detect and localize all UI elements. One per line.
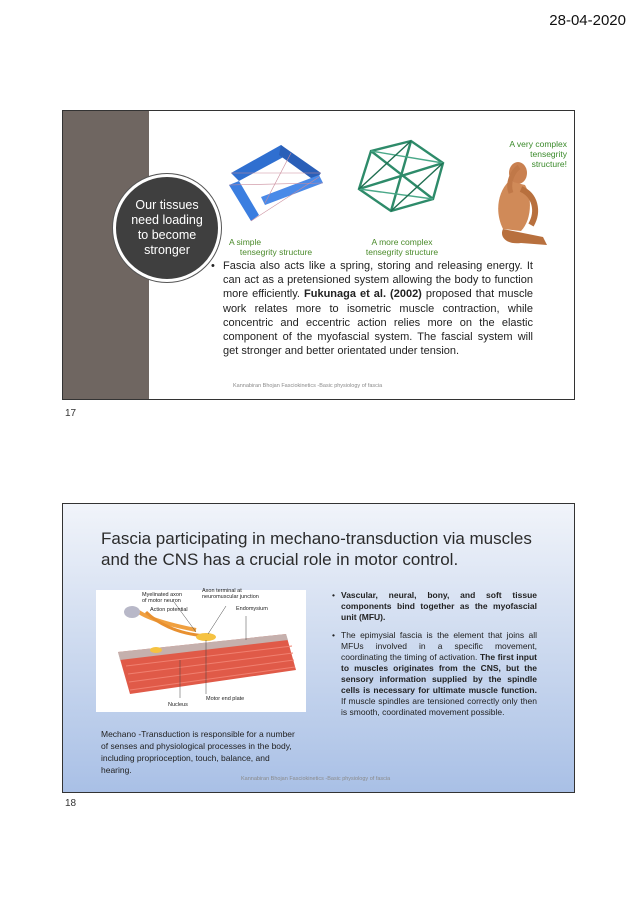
slide-footer: Kannabiran Bhojan Fasciokinetics -Basic physiology of fascia <box>241 776 391 782</box>
callout-line: Our tissues <box>135 198 199 212</box>
mechano-transduction-text: Mechano -Transduction is responsible for a number of senses and physiological processes in the body, including proprioception, touch, balance, and hearing. <box>101 729 295 775</box>
complex-tensegrity-image <box>359 141 443 211</box>
label-axon-terminal: Axon terminal at <box>202 588 242 594</box>
caption-very-line: tensegrity <box>530 149 567 159</box>
caption-simple-line: A simple <box>229 237 262 247</box>
slide-footer: Kannabiran Bhojan Fasciokinetics -Basic physiology of fascia <box>233 383 383 389</box>
callout-line: need loading <box>131 213 203 227</box>
slide-title: Fascia participating in mechano-transduction via muscles and the CNS has a crucial role in motor control. <box>101 529 532 569</box>
tensegrity-figures <box>221 133 567 257</box>
page-number: 17 <box>65 408 77 419</box>
bullet-item: • The epimysial fascia is the element that joins all MFUs involved in a specific movement, coordinating the timing of activation. The first input to muscles originates from the CNS, but the sensory information supplied by the spindle cells is necessary for ultimate muscle function. If muscle spindles are tensioned correctly only then is smooth, coordinated movement possible. <box>332 630 537 717</box>
callout-line: stronger <box>144 243 190 257</box>
neuromuscular-junction-illustration <box>96 590 306 712</box>
label-myelinated-axon: of motor neuron <box>142 598 181 604</box>
label-myelinated-axon: Myelinated axon <box>142 592 183 598</box>
bullet-list <box>332 590 537 725</box>
caption-simple-line: tensegrity structure <box>239 247 313 257</box>
label-motor-end-plate: Motor end plate <box>206 696 245 702</box>
caption-more-line: tensegrity structure <box>365 247 439 257</box>
slide-17 <box>62 110 575 400</box>
page-number: 18 <box>65 798 77 809</box>
simple-tensegrity-image <box>229 145 323 221</box>
human-figure-image <box>498 162 547 245</box>
muscle-diagram <box>96 590 306 712</box>
caption-very-line: structure! <box>531 159 567 169</box>
callout-line: to become <box>137 228 197 242</box>
slide-18 <box>62 503 575 793</box>
label-nucleus: Nucleus <box>168 702 188 708</box>
citation: Fukunaga et al. (2002) <box>304 288 422 301</box>
fascia-spring-bullet: • Fascia also acts like a spring, storing and releasing energy. It can act as a pretensioned system allowing the body to function more efficiently. Fukunaga et al. (2002) proposed that muscle work relates more to isometric muscle contraction, while concentric and eccentric action relies more on the elastic component of the myofascial system. The fascial system will get stronger and better orientated under tension. <box>211 260 533 358</box>
callout-circle <box>113 174 221 282</box>
caption-more-line: A more complex <box>371 237 433 247</box>
label-axon-terminal: neuromuscular junction <box>202 594 259 600</box>
label-action-potential: Action potential <box>150 607 188 613</box>
caption-very-line: A very complex <box>509 139 567 149</box>
label-endomysium: Endomysium <box>236 606 268 612</box>
bullet-item: • Vascular, neural, bony, and soft tissue components bind together as the myofascial unit (MFU). <box>332 590 537 622</box>
header-date: 28-04-2020 <box>549 12 626 29</box>
